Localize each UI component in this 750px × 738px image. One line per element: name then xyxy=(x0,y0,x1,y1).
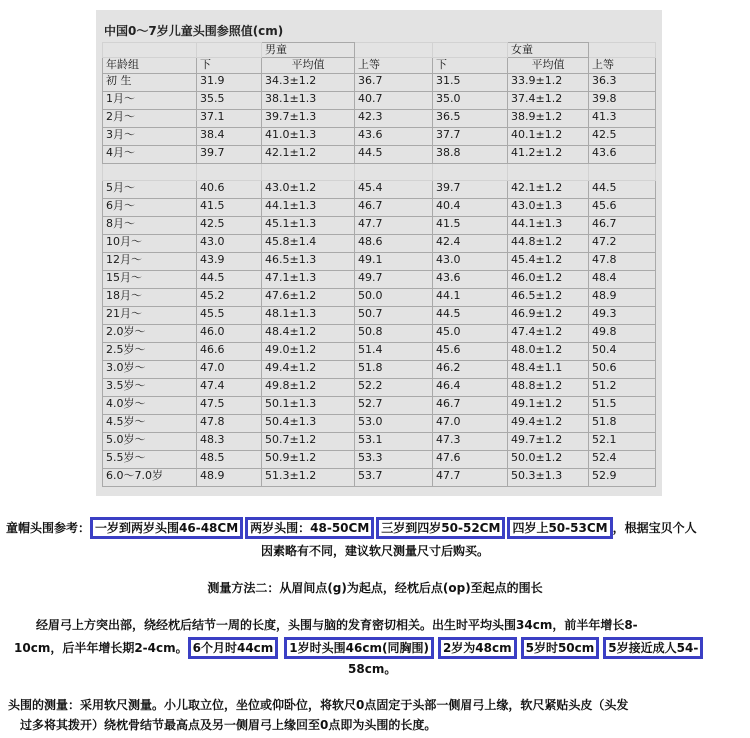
cell-girl-avg: 46.9±1.2 xyxy=(508,307,589,325)
cell-girl-low: 43.6 xyxy=(433,271,508,289)
cell-boy-avg: 47.1±1.3 xyxy=(262,271,355,289)
cell-boy-avg: 51.3±1.2 xyxy=(262,469,355,487)
table-row xyxy=(103,110,656,128)
cell-boy-low: 43.9 xyxy=(197,253,262,271)
cell-boy-avg: 47.6±1.2 xyxy=(262,289,355,307)
group-girl: 女童 xyxy=(508,43,589,58)
spacer-cell xyxy=(589,164,656,181)
cell-girl-low: 45.6 xyxy=(433,343,508,361)
cell-girl-low: 44.1 xyxy=(433,289,508,307)
cell-age: 15月～ xyxy=(103,271,197,289)
table-row xyxy=(103,379,656,397)
method-two: 测量方法二：从眉间点(g)为起点，经枕后点(op)至起点的围长 xyxy=(207,581,543,595)
hat-ref-tail: ，根据宝贝个人 xyxy=(612,521,697,535)
cell-boy-high: 53.7 xyxy=(355,469,433,487)
cell-girl-high: 49.3 xyxy=(589,307,656,325)
para-line-3 xyxy=(348,660,396,677)
cell-boy-avg: 41.0±1.3 xyxy=(262,128,355,146)
cell-boy-avg: 39.7±1.3 xyxy=(262,110,355,128)
col-girl-low: 下 xyxy=(433,58,508,74)
cell-age: 4.0岁～ xyxy=(103,397,197,415)
para-line-1: 经眉弓上方突出部，绕经枕后结节一周的长度，头围与脑的发育密切相关。出生时平均头围34cm，前半年增长8- xyxy=(36,618,638,632)
cell-boy-low: 47.0 xyxy=(197,361,262,379)
cell-girl-avg: 48.4±1.1 xyxy=(508,361,589,379)
table-row xyxy=(103,217,656,235)
cell-boy-low: 47.4 xyxy=(197,379,262,397)
table-row xyxy=(103,307,656,325)
para-box-3: 2岁为48cm xyxy=(438,637,517,659)
cell-boy-low: 47.8 xyxy=(197,415,262,433)
measure-line-1: 头围的测量：采用软尺测量。小儿取立位，坐位或仰卧位，将软尺0点固定于头部一侧眉弓上缘，软尺紧贴头皮（头发 xyxy=(8,698,629,712)
cell-girl-avg: 49.1±1.2 xyxy=(508,397,589,415)
cell-boy-avg: 38.1±1.3 xyxy=(262,92,355,110)
cell-girl-avg: 44.1±1.3 xyxy=(508,217,589,235)
table-row xyxy=(103,92,656,110)
header-blank xyxy=(197,43,262,58)
cell-girl-avg: 49.4±1.2 xyxy=(508,415,589,433)
spacer-cell xyxy=(433,164,508,181)
cell-age: 3.5岁～ xyxy=(103,379,197,397)
para-box-5: 5岁接近成人54- xyxy=(603,637,703,659)
cell-boy-high: 52.7 xyxy=(355,397,433,415)
cell-girl-low: 45.0 xyxy=(433,325,508,343)
table-row xyxy=(103,181,656,199)
header-blank xyxy=(103,43,197,58)
table-row xyxy=(103,235,656,253)
hat-ref-box-4: 四岁上50-53CM xyxy=(507,517,612,539)
cell-girl-high: 42.5 xyxy=(589,128,656,146)
spacer-cell xyxy=(508,164,589,181)
cell-boy-low: 41.5 xyxy=(197,199,262,217)
cell-girl-high: 52.9 xyxy=(589,469,656,487)
spacer-row xyxy=(103,164,656,181)
cell-boy-high: 40.7 xyxy=(355,92,433,110)
cell-girl-low: 43.0 xyxy=(433,253,508,271)
cell-girl-high: 43.6 xyxy=(589,146,656,164)
cell-girl-avg: 43.0±1.3 xyxy=(508,199,589,217)
cell-girl-low: 46.4 xyxy=(433,379,508,397)
table-row xyxy=(103,253,656,271)
cell-girl-avg: 40.1±1.2 xyxy=(508,128,589,146)
cell-age: 5.0岁～ xyxy=(103,433,197,451)
cell-boy-high: 50.7 xyxy=(355,307,433,325)
group-boy: 男童 xyxy=(262,43,355,58)
col-girl-high: 上等 xyxy=(589,58,656,74)
table-row xyxy=(103,433,656,451)
cell-girl-low: 38.8 xyxy=(433,146,508,164)
cell-boy-low: 39.7 xyxy=(197,146,262,164)
cell-age: 5.5岁～ xyxy=(103,451,197,469)
cell-age: 2.5岁～ xyxy=(103,343,197,361)
cell-boy-avg: 46.5±1.3 xyxy=(262,253,355,271)
cell-girl-high: 36.3 xyxy=(589,74,656,92)
para-box-4: 5岁时50cm xyxy=(521,637,600,659)
cell-girl-low: 35.0 xyxy=(433,92,508,110)
cell-age: 2月～ xyxy=(103,110,197,128)
cell-girl-high: 50.6 xyxy=(589,361,656,379)
cell-girl-low: 44.5 xyxy=(433,307,508,325)
cell-boy-high: 45.4 xyxy=(355,181,433,199)
col-boy-avg: 平均值 xyxy=(262,58,355,74)
cell-girl-high: 44.5 xyxy=(589,181,656,199)
cell-girl-avg: 46.0±1.2 xyxy=(508,271,589,289)
cell-boy-avg: 34.3±1.2 xyxy=(262,74,355,92)
cell-boy-low: 42.5 xyxy=(197,217,262,235)
cell-age: 6.0～7.0岁 xyxy=(103,469,197,487)
cell-girl-low: 47.3 xyxy=(433,433,508,451)
cell-girl-high: 48.9 xyxy=(589,289,656,307)
spacer-cell xyxy=(262,164,355,181)
cell-boy-avg: 48.1±1.3 xyxy=(262,307,355,325)
measure-line-2: 过多将其拨开）绕枕骨结节最高点及另一侧眉弓上缘回至0点即为头围的长度。 xyxy=(20,718,437,732)
cell-girl-avg: 49.7±1.2 xyxy=(508,433,589,451)
cell-boy-avg: 45.1±1.3 xyxy=(262,217,355,235)
table-row xyxy=(103,361,656,379)
cell-boy-high: 36.7 xyxy=(355,74,433,92)
cell-boy-high: 47.7 xyxy=(355,217,433,235)
cell-age: 初 生 xyxy=(103,74,197,92)
hat-ref-advice: 因素略有不同，建议软尺测量尺寸后购买。 xyxy=(260,544,489,558)
cell-girl-high: 50.4 xyxy=(589,343,656,361)
cell-girl-high: 45.6 xyxy=(589,199,656,217)
cell-girl-avg: 44.8±1.2 xyxy=(508,235,589,253)
cell-age: 21月～ xyxy=(103,307,197,325)
cell-girl-high: 51.8 xyxy=(589,415,656,433)
cell-age: 2.0岁～ xyxy=(103,325,197,343)
table-row xyxy=(103,451,656,469)
cell-age: 4.5岁～ xyxy=(103,415,197,433)
cell-boy-low: 31.9 xyxy=(197,74,262,92)
cell-boy-high: 53.3 xyxy=(355,451,433,469)
cell-boy-high: 48.6 xyxy=(355,235,433,253)
cell-boy-avg: 48.4±1.2 xyxy=(262,325,355,343)
cell-girl-high: 47.8 xyxy=(589,253,656,271)
cell-boy-low: 46.0 xyxy=(197,325,262,343)
cell-boy-low: 45.2 xyxy=(197,289,262,307)
cell-boy-high: 51.8 xyxy=(355,361,433,379)
cell-boy-low: 48.9 xyxy=(197,469,262,487)
table-row xyxy=(103,397,656,415)
cell-boy-high: 50.0 xyxy=(355,289,433,307)
cell-age: 3月～ xyxy=(103,128,197,146)
cell-girl-high: 51.5 xyxy=(589,397,656,415)
col-boy-high: 上等 xyxy=(355,58,433,74)
cell-age: 18月～ xyxy=(103,289,197,307)
hat-ref-box-3: 三岁到四岁50-52CM xyxy=(376,517,505,539)
cell-boy-avg: 43.0±1.2 xyxy=(262,181,355,199)
cell-girl-avg: 33.9±1.2 xyxy=(508,74,589,92)
para-box-5-cont: 58cm xyxy=(348,662,385,676)
col-girl-avg: 平均值 xyxy=(508,58,589,74)
cell-boy-avg: 42.1±1.2 xyxy=(262,146,355,164)
header-blank xyxy=(355,43,433,58)
table-row xyxy=(103,343,656,361)
hat-ref-box-2: 两岁头围：48-50CM xyxy=(245,517,374,539)
cell-boy-low: 44.5 xyxy=(197,271,262,289)
cell-age: 12月～ xyxy=(103,253,197,271)
cell-girl-avg: 41.2±1.2 xyxy=(508,146,589,164)
table-row xyxy=(103,199,656,217)
table-row xyxy=(103,128,656,146)
cell-girl-low: 46.7 xyxy=(433,397,508,415)
cell-boy-low: 48.5 xyxy=(197,451,262,469)
cell-boy-avg: 50.9±1.2 xyxy=(262,451,355,469)
cell-girl-avg: 45.4±1.2 xyxy=(508,253,589,271)
cell-boy-low: 46.6 xyxy=(197,343,262,361)
cell-girl-high: 52.1 xyxy=(589,433,656,451)
cell-girl-low: 47.6 xyxy=(433,451,508,469)
table-row xyxy=(103,289,656,307)
cell-boy-high: 53.1 xyxy=(355,433,433,451)
cell-boy-low: 45.5 xyxy=(197,307,262,325)
cell-boy-avg: 50.1±1.3 xyxy=(262,397,355,415)
cell-girl-low: 37.7 xyxy=(433,128,508,146)
para-box-2: 1岁时头围46cm(同胸围) xyxy=(284,637,434,659)
cell-boy-high: 43.6 xyxy=(355,128,433,146)
cell-boy-avg: 49.4±1.2 xyxy=(262,361,355,379)
cell-boy-low: 35.5 xyxy=(197,92,262,110)
cell-boy-low: 38.4 xyxy=(197,128,262,146)
cell-boy-high: 49.1 xyxy=(355,253,433,271)
cell-girl-avg: 48.0±1.2 xyxy=(508,343,589,361)
cell-boy-avg: 50.7±1.2 xyxy=(262,433,355,451)
cell-girl-low: 41.5 xyxy=(433,217,508,235)
cell-boy-high: 50.8 xyxy=(355,325,433,343)
header-blank xyxy=(433,43,508,58)
cell-girl-low: 36.5 xyxy=(433,110,508,128)
cell-girl-avg: 46.5±1.2 xyxy=(508,289,589,307)
cell-boy-avg: 44.1±1.3 xyxy=(262,199,355,217)
cell-girl-low: 31.5 xyxy=(433,74,508,92)
table-row xyxy=(103,325,656,343)
para-end: 。 xyxy=(384,662,397,676)
table-row xyxy=(103,469,656,487)
cell-boy-low: 47.5 xyxy=(197,397,262,415)
cell-boy-high: 44.5 xyxy=(355,146,433,164)
table-title: 中国0～7岁儿童头围参照值(cm) xyxy=(104,24,284,38)
cell-girl-high: 52.4 xyxy=(589,451,656,469)
cell-girl-high: 47.2 xyxy=(589,235,656,253)
cell-boy-avg: 45.8±1.4 xyxy=(262,235,355,253)
cell-boy-low: 43.0 xyxy=(197,235,262,253)
cell-girl-low: 47.0 xyxy=(433,415,508,433)
hat-ref-box-1: 一岁到两岁头围46-48CM xyxy=(90,517,243,539)
cell-boy-high: 49.7 xyxy=(355,271,433,289)
cell-age: 6月～ xyxy=(103,199,197,217)
cell-boy-high: 53.0 xyxy=(355,415,433,433)
cell-girl-low: 40.4 xyxy=(433,199,508,217)
table-row xyxy=(103,271,656,289)
cell-girl-high: 51.2 xyxy=(589,379,656,397)
cell-girl-avg: 42.1±1.2 xyxy=(508,181,589,199)
cell-girl-low: 47.7 xyxy=(433,469,508,487)
cell-girl-avg: 50.0±1.2 xyxy=(508,451,589,469)
cell-age: 4月～ xyxy=(103,146,197,164)
cell-boy-high: 46.7 xyxy=(355,199,433,217)
col-boy-low: 下 xyxy=(197,58,262,74)
cell-boy-high: 51.4 xyxy=(355,343,433,361)
cell-boy-low: 48.3 xyxy=(197,433,262,451)
para-box-1: 6个月时44cm xyxy=(188,637,279,659)
cell-girl-high: 39.8 xyxy=(589,92,656,110)
cell-age: 3.0岁～ xyxy=(103,361,197,379)
cell-girl-high: 41.3 xyxy=(589,110,656,128)
cell-girl-low: 42.4 xyxy=(433,235,508,253)
cell-girl-high: 46.7 xyxy=(589,217,656,235)
cell-girl-low: 39.7 xyxy=(433,181,508,199)
cell-girl-avg: 47.4±1.2 xyxy=(508,325,589,343)
cell-girl-avg: 37.4±1.2 xyxy=(508,92,589,110)
para-prefix: 10cm，后半年增长期2-4cm。 xyxy=(14,641,188,655)
cell-girl-avg: 38.9±1.2 xyxy=(508,110,589,128)
spacer-cell xyxy=(103,164,197,181)
table-row xyxy=(103,146,656,164)
cell-boy-avg: 50.4±1.3 xyxy=(262,415,355,433)
cell-boy-high: 42.3 xyxy=(355,110,433,128)
header-blank xyxy=(589,43,656,58)
cell-boy-avg: 49.8±1.2 xyxy=(262,379,355,397)
cell-girl-high: 48.4 xyxy=(589,271,656,289)
cell-age: 8月～ xyxy=(103,217,197,235)
cell-age: 5月～ xyxy=(103,181,197,199)
col-age: 年龄组 xyxy=(103,58,197,74)
cell-boy-low: 40.6 xyxy=(197,181,262,199)
cell-boy-low: 37.1 xyxy=(197,110,262,128)
cell-boy-high: 52.2 xyxy=(355,379,433,397)
spacer-cell xyxy=(355,164,433,181)
cell-girl-avg: 50.3±1.3 xyxy=(508,469,589,487)
para-line-2 xyxy=(14,637,703,659)
cell-girl-avg: 48.8±1.2 xyxy=(508,379,589,397)
cell-age: 10月～ xyxy=(103,235,197,253)
table-row xyxy=(103,415,656,433)
hat-reference xyxy=(6,517,697,539)
cell-girl-high: 49.8 xyxy=(589,325,656,343)
cell-boy-avg: 49.0±1.2 xyxy=(262,343,355,361)
table-row xyxy=(103,74,656,92)
hat-ref-label: 童帽头围参考： xyxy=(6,521,91,535)
head-circumference-table xyxy=(102,42,656,487)
cell-girl-low: 46.2 xyxy=(433,361,508,379)
spacer-cell xyxy=(197,164,262,181)
cell-age: 1月～ xyxy=(103,92,197,110)
